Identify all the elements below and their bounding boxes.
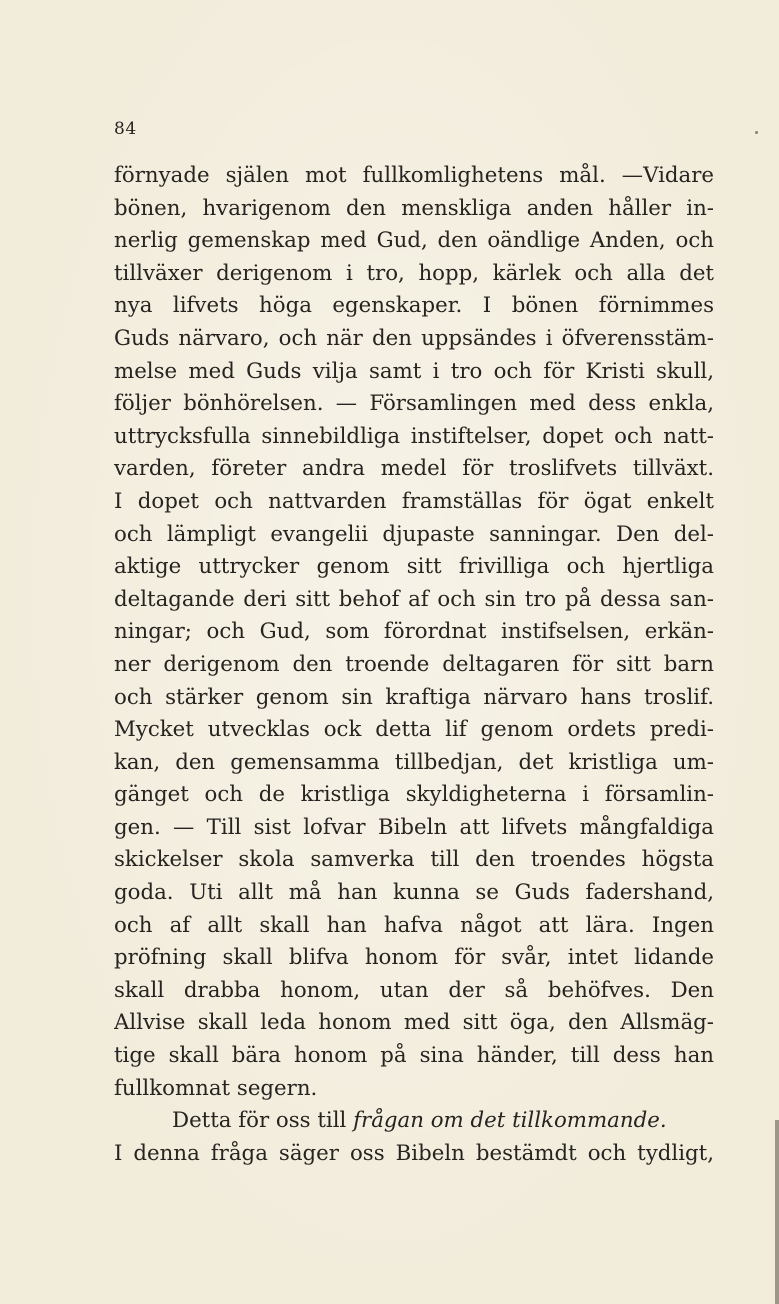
text-line: förnyade själen mot fullkomlighetens mål. —Vidare [114, 163, 714, 188]
text-line: skickelser skola samverka till den troendes högsta [114, 847, 714, 873]
text-line: fullkomnat segern. [114, 1075, 318, 1101]
text-line: nerlig gemenskap med Gud, den oändlige Anden, och [114, 228, 714, 254]
text-line: pröfning skall blifva honom för svår, intet lidande [114, 945, 714, 971]
text-line: Mycket utvecklas ock detta lif genom ordets predi- [114, 717, 714, 743]
text-line: tige skall bära honom på sina händer, till dess han [114, 1043, 714, 1069]
page-number: 84 [114, 119, 137, 139]
text-line: ner derigenom den troende deltagaren för sitt barn [114, 651, 714, 677]
text-line: bönen, hvarigenom den menskliga anden håller in- [114, 195, 714, 221]
text-line: och lämpligt evangelii djupaste sanningar. Den del- [114, 521, 714, 547]
paragraph-2-lead: Detta för oss till [172, 1108, 354, 1134]
text-line: aktige uttrycker genom sitt frivilliga och hjertliga [114, 554, 714, 580]
body-text [114, 160, 714, 1170]
text-line: deltagande deri sitt behof af och sin tro på dessa san- [114, 586, 714, 612]
scan-speck [755, 131, 758, 134]
text-line: uttrycksfulla sinnebildliga instiftelser, dopet och natt- [114, 423, 714, 449]
text-line: varden, företer andra medel för troslifvets tillväxt. [114, 456, 714, 482]
text-line: nya lifvets höga egenskaper. I bönen förnimmes [114, 293, 714, 319]
text-line: I denna fråga säger oss Bibeln bestämdt och tydligt, [114, 1140, 714, 1166]
text-line: och af allt skall han hafva något att lära. Ingen [114, 912, 714, 938]
paragraph-2-first-line [114, 1105, 714, 1138]
text-line: tillväxer derigenom i tro, hopp, kärlek och alla det [114, 260, 714, 286]
text-line: I dopet och nattvarden framställas för ögat enkelt [114, 488, 714, 514]
text-line: ningar; och Gud, som förordnat instifselsen, erkän- [114, 619, 714, 645]
text-line: melse med Guds vilja samt i tro och för Kristi skull, [114, 358, 714, 384]
text-line: gänget och de kristliga skyldigheterna i församlin- [114, 782, 714, 808]
text-line: goda. Uti allt må han kunna se Guds fadershand, [114, 880, 714, 906]
text-line: Allvise skall leda honom med sitt öga, den Allsmäg- [114, 1010, 714, 1036]
text-line: kan, den gemensamma tillbedjan, det kristliga um- [114, 749, 714, 775]
text-line: Guds närvaro, och när den uppsändes i öfverensstäm- [114, 325, 714, 351]
text-line: gen. — Till sist lofvar Bibeln att lifvets mångfaldiga [114, 814, 714, 840]
page-edge-shadow [775, 1120, 779, 1304]
text-line: skall drabba honom, utan der så behöfves. Den [114, 977, 714, 1003]
italic-phrase: frågan om det tillkommande. [353, 1108, 667, 1134]
text-line: följer bönhörelsen. — Församlingen med dess enkla, [114, 391, 714, 417]
text-line: och stärker genom sin kraftiga närvaro hans troslif. [114, 684, 714, 710]
